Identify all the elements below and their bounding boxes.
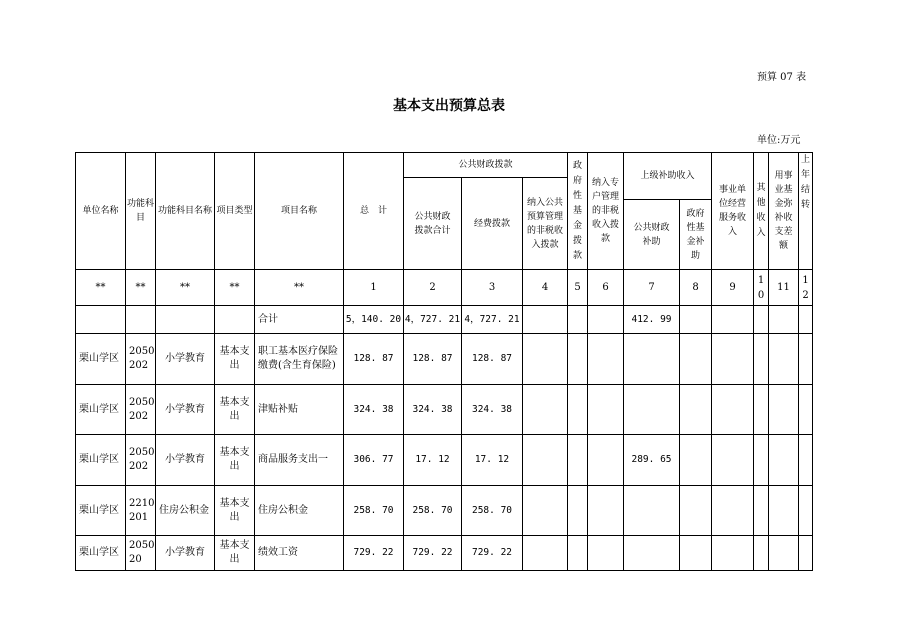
index-cell: 9 <box>712 270 754 306</box>
row-public-sum: 17. 12 <box>404 435 462 486</box>
header-project-name: 项目名称 <box>255 153 344 270</box>
header-upper-public: 公共财政补助 <box>624 200 680 270</box>
header-upper-gov-fund: 政府性基金补助 <box>680 200 712 270</box>
index-cell: 6 <box>588 270 624 306</box>
header-public-fiscal: 公共财政拨款 <box>404 153 568 178</box>
row-project-name: 商品服务支出一 <box>255 435 344 486</box>
row-func-code: 2210201 <box>126 486 156 536</box>
row-func-code: 2050202 <box>126 385 156 435</box>
row-upper-public <box>624 385 680 435</box>
header-upper-subsidy: 上级补助收入 <box>624 153 712 200</box>
header-funding: 经费拨款 <box>462 178 523 270</box>
row-unit: 栗山学区 <box>76 486 126 536</box>
header-gov-fund: 政府性基金拨款 <box>572 160 582 261</box>
header-fund-supplement: 用事业基金弥补收支差额 <box>769 153 799 270</box>
row-unit: 栗山学区 <box>76 435 126 486</box>
budget-table <box>75 152 813 571</box>
row-total: 306. 77 <box>344 435 404 486</box>
row-unit: 栗山学区 <box>76 334 126 385</box>
table-row <box>76 536 813 571</box>
index-cell: ** <box>126 270 156 306</box>
index-cell: ** <box>76 270 126 306</box>
row-func-name: 住房公积金 <box>156 486 215 536</box>
index-cell: 7 <box>624 270 680 306</box>
row-public-sum: 324. 38 <box>404 385 462 435</box>
header-func-code: 功能科目 <box>126 153 156 270</box>
row-upper-public <box>624 486 680 536</box>
table-row <box>76 435 813 486</box>
total-funding: 4，727. 21 <box>462 306 523 334</box>
row-upper-public: 289. 65 <box>624 435 680 486</box>
total-amount: 5，140. 20 <box>344 306 404 334</box>
row-project-type: 基本支出 <box>215 334 255 385</box>
row-func-code: 2050202 <box>126 435 156 486</box>
index-row <box>76 270 813 306</box>
index-cell: ** <box>156 270 215 306</box>
index-cell: 11 <box>769 270 799 306</box>
index-cell: 2 <box>404 270 462 306</box>
index-cell: 3 <box>462 270 523 306</box>
page-title: 基本支出预算总表 <box>393 98 505 114</box>
header-total: 总 计 <box>344 153 404 270</box>
row-public-sum: 258. 70 <box>404 486 462 536</box>
row-func-name: 小学教育 <box>156 536 215 571</box>
header-func-name: 功能科目名称 <box>156 153 215 270</box>
row-funding: 128. 87 <box>462 334 523 385</box>
row-func-name: 小学教育 <box>156 435 215 486</box>
row-upper-public <box>624 334 680 385</box>
index-cell: 4 <box>523 270 568 306</box>
row-project-name: 绩效工资 <box>255 536 344 571</box>
index-cell: 12 <box>802 274 809 301</box>
row-project-type: 基本支出 <box>215 435 255 486</box>
unit-label: 单位:万元 <box>757 135 801 146</box>
total-row <box>76 306 813 334</box>
total-label: 合计 <box>255 306 344 334</box>
row-total: 258. 70 <box>344 486 404 536</box>
row-funding: 17. 12 <box>462 435 523 486</box>
header-non-tax: 纳入公共预算管理的非税收入拨款 <box>523 178 568 270</box>
index-cell: ** <box>215 270 255 306</box>
index-cell: ** <box>255 270 344 306</box>
header-unit-name: 单位名称 <box>76 153 126 270</box>
header-other-income: 其他收入 <box>756 183 766 238</box>
index-cell: 1 <box>344 270 404 306</box>
row-project-name: 津贴补贴 <box>255 385 344 435</box>
index-cell: 10 <box>757 274 765 301</box>
row-func-name: 小学教育 <box>156 334 215 385</box>
table-row <box>76 385 813 435</box>
row-total: 324. 38 <box>344 385 404 435</box>
row-func-name: 小学教育 <box>156 385 215 435</box>
row-unit: 栗山学区 <box>76 536 126 571</box>
form-number: 预算 07 表 <box>757 72 807 83</box>
table-row <box>76 334 813 385</box>
row-public-sum: 128. 87 <box>404 334 462 385</box>
index-cell: 8 <box>680 270 712 306</box>
header-business-income: 事业单位经营服务收入 <box>712 153 754 270</box>
row-funding: 729. 22 <box>462 536 523 571</box>
row-total: 729. 22 <box>344 536 404 571</box>
total-public-sum: 4，727. 21 <box>404 306 462 334</box>
table-row <box>76 486 813 536</box>
header-special-non-tax: 纳入专户管理的非税收入拨款 <box>588 153 624 270</box>
row-project-name: 住房公积金 <box>255 486 344 536</box>
row-project-name: 职工基本医疗保险缴费(含生育保险) <box>255 334 344 385</box>
header-project-type: 项目类型 <box>215 153 255 270</box>
total-upper-public: 412. 99 <box>624 306 680 334</box>
header-carry-over: 上年结转 <box>800 155 810 210</box>
index-cell: 5 <box>568 270 588 306</box>
row-public-sum: 729. 22 <box>404 536 462 571</box>
row-funding: 258. 70 <box>462 486 523 536</box>
row-project-type: 基本支出 <box>215 486 255 536</box>
row-project-type: 基本支出 <box>215 385 255 435</box>
row-project-type: 基本支出 <box>215 536 255 571</box>
header-public-fiscal-sum: 公共财政拨款合计 <box>404 178 462 270</box>
row-func-code: 205020 <box>126 536 156 571</box>
row-unit: 栗山学区 <box>76 385 126 435</box>
row-total: 128. 87 <box>344 334 404 385</box>
row-funding: 324. 38 <box>462 385 523 435</box>
row-upper-public <box>624 536 680 571</box>
row-func-code: 2050202 <box>126 334 156 385</box>
